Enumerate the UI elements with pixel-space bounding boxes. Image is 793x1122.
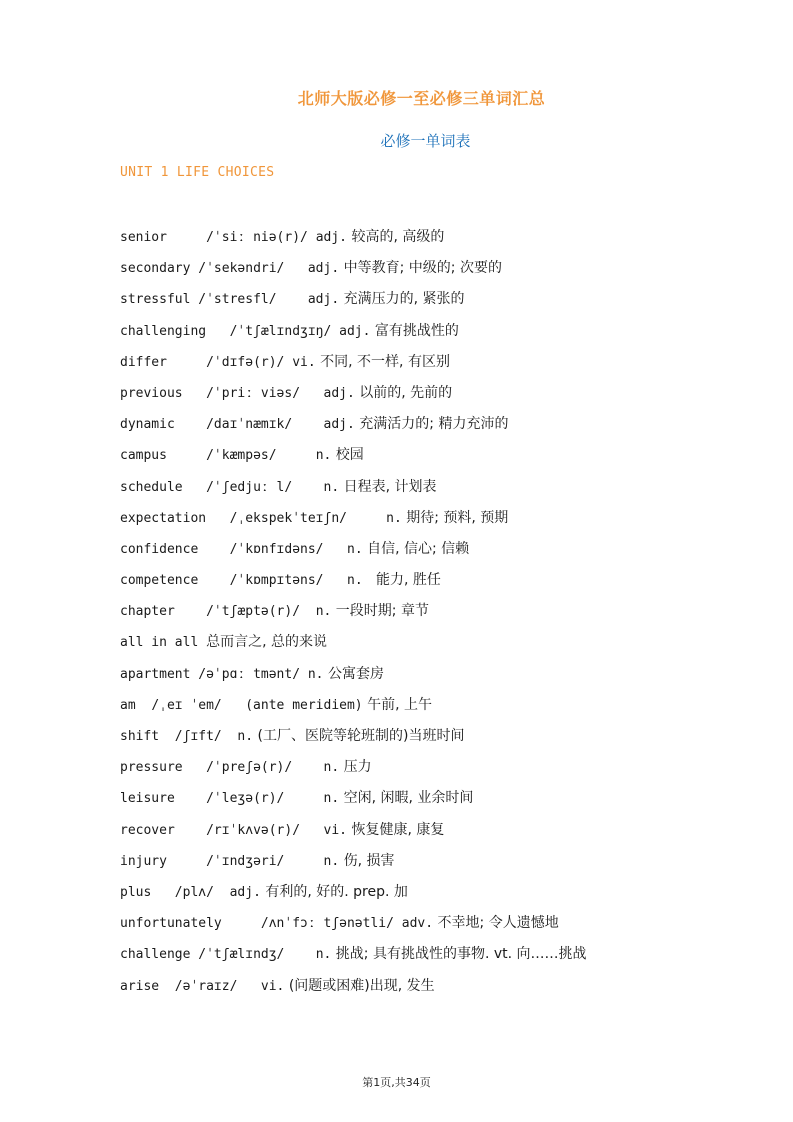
vocab-spacer bbox=[175, 791, 206, 806]
vocab-entry bbox=[120, 725, 760, 756]
vocab-spacer bbox=[167, 230, 206, 245]
vocab-meaning: 总而言之, 总的来说 bbox=[206, 634, 328, 651]
vocab-part-of-speech: n. bbox=[347, 541, 363, 557]
section-subtitle: 必修一单词表 bbox=[380, 132, 471, 150]
vocab-word: am bbox=[120, 697, 136, 713]
vocab-meaning: 日程表, 计划表 bbox=[339, 478, 437, 495]
vocab-part-of-speech: n. bbox=[315, 604, 332, 620]
vocab-part-of-speech: vi. bbox=[292, 354, 316, 370]
vocab-entry bbox=[120, 444, 760, 475]
vocab-meaning: 恢复健康, 康复 bbox=[347, 821, 445, 838]
vocab-entry bbox=[120, 975, 760, 1006]
vocab-spacer bbox=[175, 604, 206, 619]
vocab-entry bbox=[120, 631, 760, 662]
vocab-entry bbox=[120, 850, 760, 881]
vocab-word: campus bbox=[120, 448, 167, 464]
vocab-meaning: (工厂、医院等轮班制的)当班时间 bbox=[253, 728, 465, 744]
vocab-meaning: 充满活力的; 精力充沛的 bbox=[354, 416, 509, 433]
vocab-part-of-speech: adj. bbox=[315, 230, 347, 245]
page-footer: 第1页,共34页 bbox=[362, 1076, 431, 1089]
vocab-word: all in all bbox=[120, 635, 199, 651]
vocab-word: competence bbox=[120, 573, 199, 589]
vocab-phonetic: /ʌnˈfɔː tʃənətli/ bbox=[260, 916, 402, 932]
vocab-spacer bbox=[167, 448, 206, 463]
vocab-entry bbox=[120, 507, 760, 538]
vocab-entry bbox=[120, 663, 760, 694]
vocab-meaning: 公寓套房 bbox=[323, 665, 384, 682]
vocab-meaning: 中等教育; 中级的; 次要的 bbox=[339, 260, 502, 277]
vocab-meaning: 校园 bbox=[331, 447, 364, 464]
vocab-spacer bbox=[206, 511, 229, 526]
unit-heading: UNIT 1 LIFE CHOICES bbox=[120, 165, 275, 180]
vocab-entry bbox=[120, 881, 760, 912]
vocab-word: dynamic bbox=[120, 417, 175, 433]
vocab-entry bbox=[120, 351, 760, 382]
vocab-word: schedule bbox=[120, 479, 183, 495]
vocab-word: challenging bbox=[120, 323, 207, 339]
vocab-word: apartment bbox=[120, 666, 191, 682]
vocab-meaning: 富有挑战性的 bbox=[370, 322, 459, 339]
vocab-phonetic: /ˈtʃælɪndʒ/ bbox=[198, 947, 316, 963]
vocab-spacer bbox=[198, 635, 206, 650]
vocab-part-of-speech: n. bbox=[315, 947, 332, 963]
vocab-word: injury bbox=[120, 853, 167, 869]
vocab-phonetic: /ˈtʃæptə(r)/ bbox=[206, 604, 316, 620]
vocab-part-of-speech: adj. bbox=[229, 884, 261, 900]
vocab-meaning: 伤, 损害 bbox=[339, 852, 395, 869]
vocab-part-of-speech: vi. bbox=[323, 822, 347, 838]
vocab-phonetic: /ˌeɪ ˈem/ bbox=[151, 697, 246, 713]
vocab-phonetic: /ˈsekəndri/ bbox=[198, 261, 308, 277]
vocab-entry bbox=[120, 320, 760, 351]
vocab-word: pressure bbox=[120, 760, 183, 776]
vocab-entry bbox=[120, 382, 760, 413]
vocab-meaning: 不同, 不一样, 有区别 bbox=[315, 353, 450, 370]
vocab-word: recover bbox=[120, 822, 175, 838]
vocab-meaning: 挑战; 具有挑战性的事物. vt. 向……挑战 bbox=[331, 946, 587, 963]
vocab-spacer bbox=[167, 355, 206, 370]
vocab-meaning: 自信, 信心; 信赖 bbox=[362, 540, 470, 557]
vocab-word: expectation bbox=[120, 510, 207, 526]
vocab-spacer bbox=[222, 916, 261, 931]
vocab-part-of-speech: n. bbox=[315, 448, 332, 464]
vocab-entry bbox=[120, 600, 760, 631]
vocab-meaning: 空闲, 闲暇, 业余时间 bbox=[339, 790, 474, 807]
vocab-phonetic: /ˈɪndʒəri/ bbox=[206, 853, 324, 869]
vocab-word: differ bbox=[120, 354, 167, 370]
vocab-word: leisure bbox=[120, 791, 175, 807]
vocab-entry bbox=[120, 694, 760, 725]
vocab-spacer bbox=[175, 417, 206, 432]
vocab-phonetic: /ˈtʃælɪndʒɪŋ/ bbox=[229, 323, 340, 339]
vocab-word: arise bbox=[120, 978, 160, 994]
vocab-phonetic: /plʌ/ bbox=[174, 884, 230, 900]
vocab-part-of-speech: adj. bbox=[323, 385, 355, 401]
vocab-word: plus bbox=[120, 884, 152, 900]
vocab-entry bbox=[120, 569, 760, 600]
vocab-word: previous bbox=[120, 385, 183, 401]
vocab-part-of-speech: (ante meridiem) bbox=[245, 697, 363, 713]
vocab-phonetic: /ˈpreʃə(r)/ bbox=[206, 760, 324, 776]
vocab-spacer bbox=[198, 542, 229, 557]
vocab-entry bbox=[120, 912, 760, 943]
vocab-phonetic: /ˈdɪfə(r)/ bbox=[206, 354, 293, 370]
vocab-spacer bbox=[175, 823, 206, 838]
vocab-phonetic: /əˈraɪz/ bbox=[174, 978, 261, 994]
vocab-entry bbox=[120, 226, 760, 257]
vocab-part-of-speech: n. bbox=[237, 729, 254, 744]
vocab-part-of-speech: n. bbox=[323, 479, 340, 495]
vocab-entry bbox=[120, 943, 760, 974]
vocab-part-of-speech: adj. bbox=[307, 292, 340, 308]
vocab-meaning: 充满压力的, 紧张的 bbox=[339, 291, 465, 308]
vocab-part-of-speech: adj. bbox=[339, 323, 371, 339]
vocab-part-of-speech: n. bbox=[347, 573, 363, 589]
vocab-phonetic: /ˌekspekˈteɪʃn/ bbox=[229, 510, 387, 526]
vocab-meaning: 压力 bbox=[339, 759, 372, 776]
vocab-part-of-speech: n. bbox=[386, 510, 402, 526]
vocab-spacer bbox=[136, 698, 152, 713]
vocab-meaning: 午前, 上午 bbox=[362, 696, 432, 713]
vocab-phonetic: /əˈpɑː tmənt/ bbox=[198, 666, 308, 682]
vocab-spacer bbox=[206, 324, 229, 339]
vocab-part-of-speech: adv. bbox=[401, 916, 434, 932]
vocab-part-of-speech: n. bbox=[307, 666, 324, 682]
vocab-entry bbox=[120, 413, 760, 444]
vocab-word: unfortunately bbox=[120, 916, 222, 932]
vocab-phonetic: /rɪˈkʌvə(r)/ bbox=[206, 822, 324, 838]
vocab-word: secondary bbox=[120, 261, 191, 277]
vocab-word: senior bbox=[120, 230, 167, 245]
vocab-part-of-speech: n. bbox=[323, 791, 340, 807]
vocab-word: confidence bbox=[120, 541, 199, 557]
vocab-spacer bbox=[167, 854, 206, 869]
document-title: 北师大版必修一至必修三单词汇总 bbox=[297, 89, 546, 108]
vocab-spacer bbox=[159, 729, 175, 744]
vocab-meaning: 期待; 预料, 预期 bbox=[401, 509, 509, 526]
vocab-phonetic: /ˈkɒnfɪdəns/ bbox=[229, 541, 347, 557]
vocab-part-of-speech: adj. bbox=[323, 417, 355, 433]
vocab-phonetic: /ˈstresfl/ bbox=[198, 292, 308, 308]
vocab-meaning: 一段时期; 章节 bbox=[331, 603, 429, 620]
vocab-meaning: 以前的, 先前的 bbox=[354, 384, 453, 401]
vocabulary-list bbox=[120, 226, 760, 1006]
vocab-spacer bbox=[183, 760, 206, 775]
vocab-entry bbox=[120, 787, 760, 818]
vocab-entry bbox=[120, 756, 760, 787]
vocab-part-of-speech: n. bbox=[323, 853, 340, 869]
vocab-spacer bbox=[198, 573, 229, 588]
vocab-word: shift bbox=[120, 729, 160, 744]
vocab-entry bbox=[120, 476, 760, 507]
vocab-word: chapter bbox=[120, 604, 175, 620]
vocab-meaning: 不幸地; 令人遗憾地 bbox=[433, 915, 559, 932]
vocab-phonetic: /daɪˈnæmɪk/ bbox=[206, 417, 324, 433]
vocab-phonetic: /ˈleʒə(r)/ bbox=[206, 791, 324, 807]
vocab-meaning: (问题或困难)出现, 发生 bbox=[284, 977, 435, 994]
vocab-part-of-speech: n. bbox=[323, 760, 340, 776]
vocab-word: challenge bbox=[120, 947, 191, 963]
vocab-meaning: 较高的, 高级的 bbox=[347, 229, 445, 245]
vocab-part-of-speech: vi. bbox=[260, 978, 285, 994]
vocab-phonetic: /ˈʃedjuː l/ bbox=[206, 479, 324, 495]
vocab-phonetic: /ˈsiː niə(r)/ bbox=[206, 230, 316, 245]
vocab-entry bbox=[120, 819, 760, 850]
vocab-entry bbox=[120, 257, 760, 288]
vocab-entry bbox=[120, 288, 760, 319]
vocab-word: stressful bbox=[120, 292, 191, 308]
vocab-spacer bbox=[151, 885, 174, 900]
vocab-phonetic: /ˈkæmpəs/ bbox=[206, 448, 316, 464]
vocab-phonetic: /ˈpriː viəs/ bbox=[206, 385, 324, 401]
vocab-part-of-speech: adj. bbox=[307, 261, 340, 277]
vocab-phonetic: /ˈkɒmpɪtəns/ bbox=[229, 573, 347, 589]
vocab-spacer bbox=[159, 979, 175, 994]
vocab-spacer bbox=[183, 480, 206, 495]
vocab-meaning: 能力, 胜任 bbox=[362, 572, 441, 589]
vocab-meaning: 有利的, 好的. prep. 加 bbox=[260, 883, 408, 900]
vocab-spacer bbox=[183, 386, 206, 401]
vocab-entry bbox=[120, 538, 760, 569]
vocab-phonetic: /ʃɪft/ bbox=[174, 729, 238, 744]
